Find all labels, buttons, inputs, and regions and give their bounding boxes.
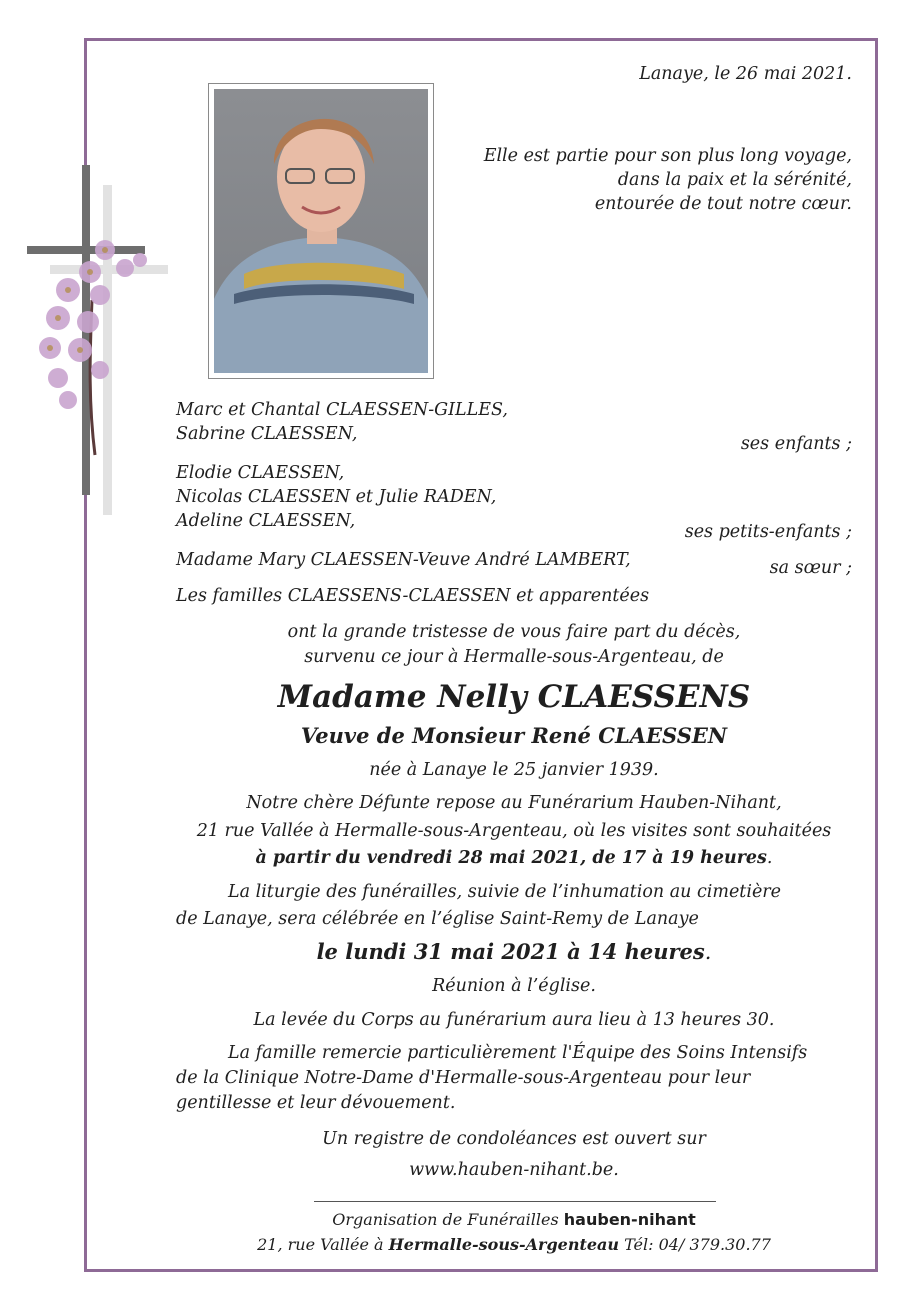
register-url[interactable]: www.hauben-nihant.be.: [409, 1160, 619, 1180]
thanks-line-1: La famille remercie particulièrement l'Équipe des Soins Intensifs: [228, 1043, 808, 1063]
children-line-2: Sabrine CLAESSEN,: [176, 424, 358, 444]
funeral-date: le lundi 31 mai 2021 à 14 heures.: [316, 939, 712, 964]
visits-text: à partir du vendredi 28 mai 2021, de 17 à 19 heures: [255, 848, 767, 868]
register-line-1: Un registre de condoléances est ouvert sur: [322, 1129, 706, 1149]
grandchildren-line-3: Adeline CLAESSEN,: [176, 511, 356, 531]
cross-with-orchids-icon: [0, 150, 180, 530]
footer-divider: [314, 1201, 716, 1202]
sister-role: sa sœur ;: [769, 558, 852, 578]
deceased-widow: Veuve de Monsieur René CLAESSEN: [300, 723, 728, 748]
children-role: ses enfants ;: [740, 434, 852, 454]
children-line-1: Marc et Chantal CLAESSEN-GILLES,: [176, 400, 508, 420]
grandchildren-line-2: Nicolas CLAESSEN et Julie RADEN,: [176, 487, 497, 507]
footer-address: [84, 1233, 918, 1257]
meeting-line: Réunion à l’église.: [432, 976, 596, 996]
liturgy-line-2: de Lanaye, sera célébrée en l’église Saint-Remy de Lanaye: [176, 909, 699, 929]
liturgy-line-1: La liturgie des funérailles, suivie de l’inhumation au cimetière: [228, 882, 782, 902]
families-line: Les familles CLAESSENS-CLAESSEN et apparentées: [176, 586, 650, 606]
footer-town: Hermalle-sous-Argenteau: [388, 1235, 620, 1254]
thanks-line-3: gentillesse et leur dévouement.: [176, 1093, 456, 1113]
quote-line-3: entourée de tout notre cœur.: [594, 194, 852, 214]
levee-line: La levée du Corps au funérarium aura lieu à 13 heures 30.: [253, 1010, 775, 1030]
quote-line-2: dans la paix et la sérénité,: [617, 170, 852, 190]
place-date: Lanaye, le 26 mai 2021.: [639, 64, 852, 84]
footer-address-pre: 21, rue Vallée à: [257, 1235, 384, 1254]
footer-org: [84, 1208, 918, 1232]
rest-line-2: 21 rue Vallée à Hermalle-sous-Argenteau, où les visites sont souhaitées: [196, 821, 832, 841]
quote-line-1: Elle est partie pour son plus long voyage,: [483, 146, 852, 166]
grandchildren-line-1: Elodie CLAESSEN,: [176, 463, 345, 483]
deceased-born: née à Lanaye le 25 janvier 1939.: [369, 760, 659, 780]
thanks-line-2: de la Clinique Notre-Dame d'Hermalle-sous-Argenteau pour leur: [176, 1068, 751, 1088]
brand-logo: hauben-nihant: [563, 1210, 696, 1229]
visits-line: à partir du vendredi 28 mai 2021, de 17 à 19 heures.: [255, 848, 773, 868]
portrait-photo: [208, 83, 434, 379]
portrait-image: [214, 89, 428, 373]
funeral-date-text: le lundi 31 mai 2021 à 14 heures: [316, 939, 705, 964]
deceased-name: Madame Nelly CLAESSENS: [277, 679, 751, 715]
sister-line: Madame Mary CLAESSEN-Veuve André LAMBERT,: [176, 550, 631, 570]
footer-phone: Tél: 04/ 379.30.77: [624, 1235, 771, 1254]
footer-org-text: Organisation de Funérailles: [332, 1210, 559, 1229]
announce-line-1: ont la grande tristesse de vous faire part du décès,: [287, 622, 741, 642]
grandchildren-role: ses petits-enfants ;: [684, 522, 852, 542]
announce-line-2: survenu ce jour à Hermalle-sous-Argenteau, de: [304, 647, 724, 667]
rest-line-1: Notre chère Défunte repose au Funérarium Hauben-Nihant,: [246, 793, 782, 813]
